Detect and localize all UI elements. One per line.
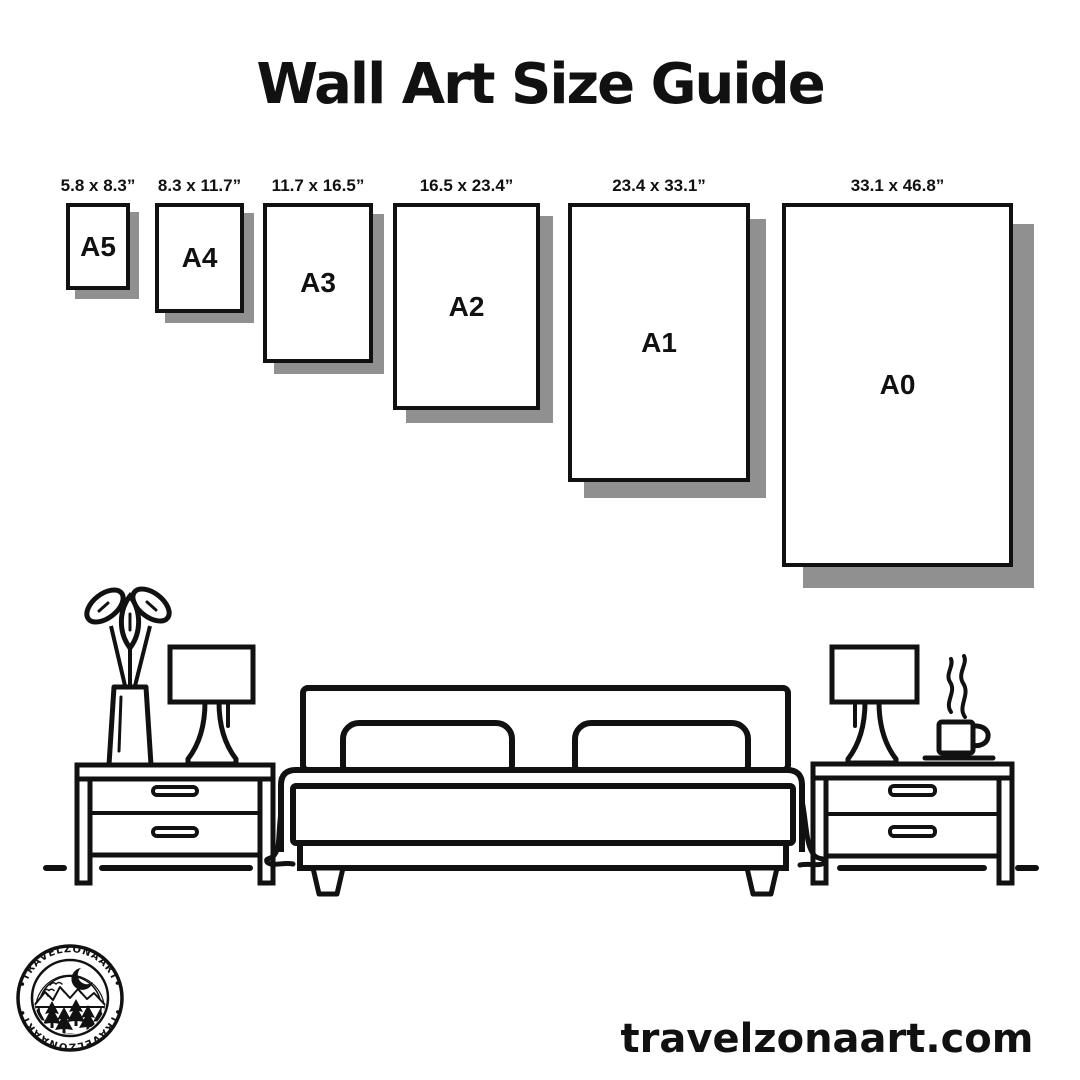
frame-dimensions-label: 5.8 x 8.3” bbox=[60, 176, 136, 195]
brand-logo bbox=[0, 928, 140, 1068]
frame-dimensions-label: 8.3 x 11.7” bbox=[157, 176, 242, 195]
logo-arc-text-bottom: •TRAVELZONAART• bbox=[17, 1006, 123, 1052]
frame-size-label: A2 bbox=[448, 290, 485, 322]
frame-dimensions-label: 11.7 x 16.5” bbox=[271, 176, 365, 195]
frame-size-label: A3 bbox=[300, 267, 336, 298]
frame-dimensions-label: 23.4 x 33.1” bbox=[612, 176, 706, 195]
bed bbox=[267, 688, 826, 894]
bed-leg-left bbox=[313, 868, 343, 894]
table-lamp-left bbox=[170, 647, 253, 764]
logo-arc-text-top: •TRAVELZONAART• bbox=[17, 944, 123, 990]
plant-vase bbox=[81, 583, 175, 765]
frame-size-label: A4 bbox=[181, 242, 218, 273]
mattress bbox=[293, 786, 793, 843]
page-title: Wall Art Size Guide bbox=[256, 52, 824, 117]
frame-size-label: A1 bbox=[641, 326, 677, 358]
frame-size-label: A5 bbox=[80, 230, 116, 262]
bed-base bbox=[300, 843, 786, 868]
coffee-cup bbox=[925, 656, 993, 758]
table-lamp-right bbox=[832, 647, 917, 763]
frame-dimensions-label: 16.5 x 23.4” bbox=[419, 176, 514, 195]
bed-leg-right bbox=[747, 868, 777, 894]
frame-dimensions-label: 33.1 x 46.8” bbox=[850, 176, 945, 195]
frame-size-label: A0 bbox=[879, 369, 916, 400]
size-guide-poster: Wall Art Size Guide A5 5.8 x 8.3” A4 8.3 x 11.7” A3 11.7 x 16.5” A2 16.5 x 23.4” A1 23.4 x 33.1” A0 33.1 x 46.8” •TRAVELZONAART• •TRAVELZONAART• travelzonaart.com bbox=[0, 0, 1080, 1080]
